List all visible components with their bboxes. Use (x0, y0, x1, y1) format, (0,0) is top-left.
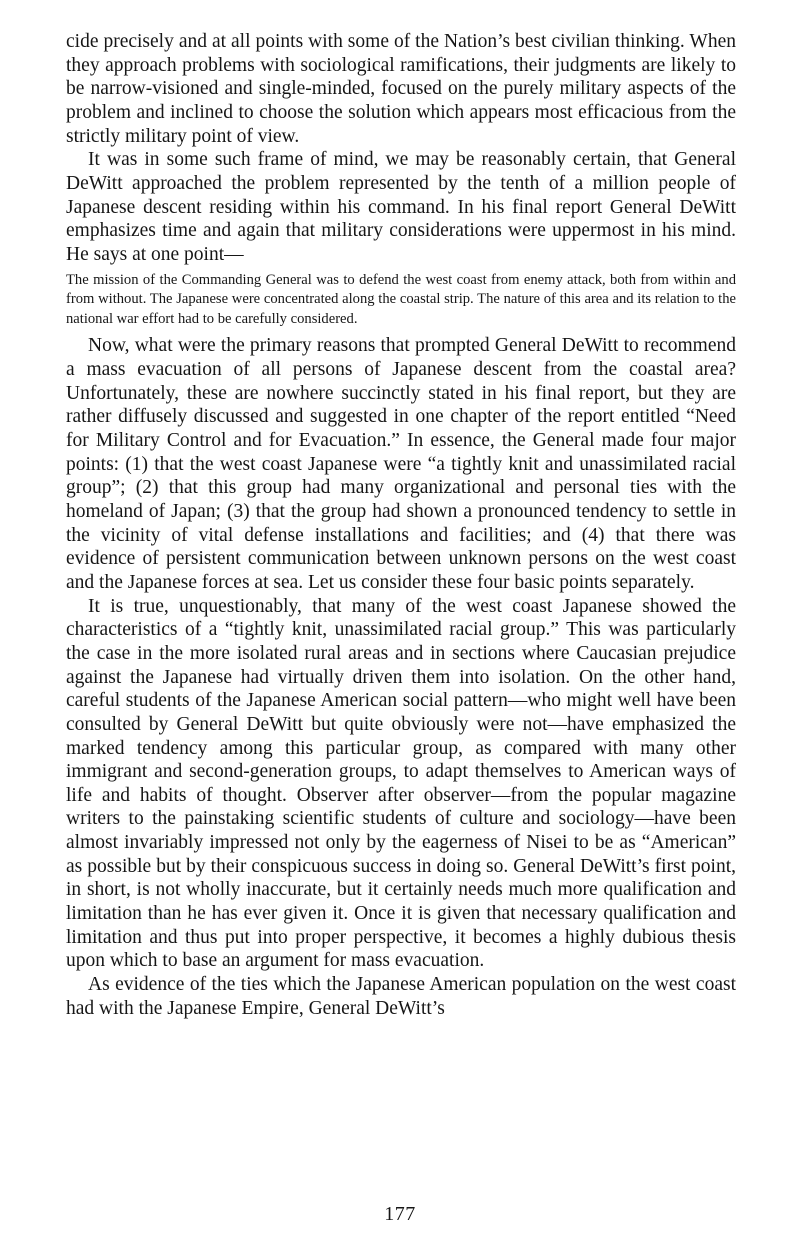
paragraph-primary-reasons: Now, what were the primary reasons that prompted General DeWitt to recommend a mass evacuation of all persons of Japanese descent from the coastal area? Unfortunately, these are nowhere succinctly stated in his final report, but they are rather diffusely discussed and suggested in one chapter of the report entitled “Need for Military Control and for Evacuation.” In essence, the General made four major points: (1) that the west coast Japanese were “a tightly knit and unassimilated racial group”; (2) that this group had many organizational and personal ties with the homeland of Japan; (3) that the group had shown a pronounced tendency to settle in the vicinity of vital defense installations and facilities; and (4) that there was evidence of persistent communication between unknown persons on the west coast and the Japanese forces at sea. Let us consider these four basic points separately. (66, 335, 736, 593)
block-quote-mission: The mission of the Commanding General was to defend the west coast from enemy attack, both from within and from without. The Japanese were concentrated along the coastal strip. The nature of this area and its relation to the national war effort had to be carefully considered. (66, 271, 736, 327)
page-body (66, 30, 736, 1020)
paragraph-dewitt-frame-of-mind: It was in some such frame of mind, we may be reasonably certain, that General DeWitt approached the problem represented by the tenth of a million people of Japanese descent residing within his command. In his final report General DeWitt emphasizes time and again that military considerations were uppermost in his mind. He says at one point— (66, 149, 736, 265)
paragraph-continuation: cide precisely and at all points with some of the Nation’s best civilian thinking. When they approach problems with sociological ramifications, their judgments are likely to be narrow-visioned and single-minded, focused on the purely military aspects of the problem and inclined to choose the solution which appears most efficacious from the strictly military point of view. (66, 31, 736, 147)
paragraph-ties-evidence: As evidence of the ties which the Japanese American population on the west coast had with the Japanese Empire, General DeWitt’s (66, 974, 736, 1019)
page-number: 177 (384, 1203, 416, 1225)
paragraph-tightly-knit-group: It is true, unquestionably, that many of the west coast Japanese showed the characteristics of a “tightly knit, unassimilated racial group.” This was particularly the case in the more isolated rural areas and in sections where Caucasian prejudice against the Japanese had virtually driven them into isolation. On the other hand, careful students of the Japanese American social pattern—who might well have been consulted by General DeWitt but quite obviously were not—have emphasized the marked tendency among this particular group, as compared with many other immigrant and second-generation groups, to adapt themselves to American ways of life and habits of thought. Observer after observer—from the popular magazine writers to the painstaking scientific students of culture and sociology—have been almost invariably impressed not only by the eagerness of Nisei to be as “American” as possible but by their conspicuous success in doing so. General DeWitt’s first point, in short, is not wholly inaccurate, but it certainly needs much more qualification and limitation than he has ever given it. Once it is given that necessary qualification and limitation and thus put into proper perspective, it becomes a highly dubious thesis upon which to base an argument for mass evacuation. (66, 595, 736, 972)
